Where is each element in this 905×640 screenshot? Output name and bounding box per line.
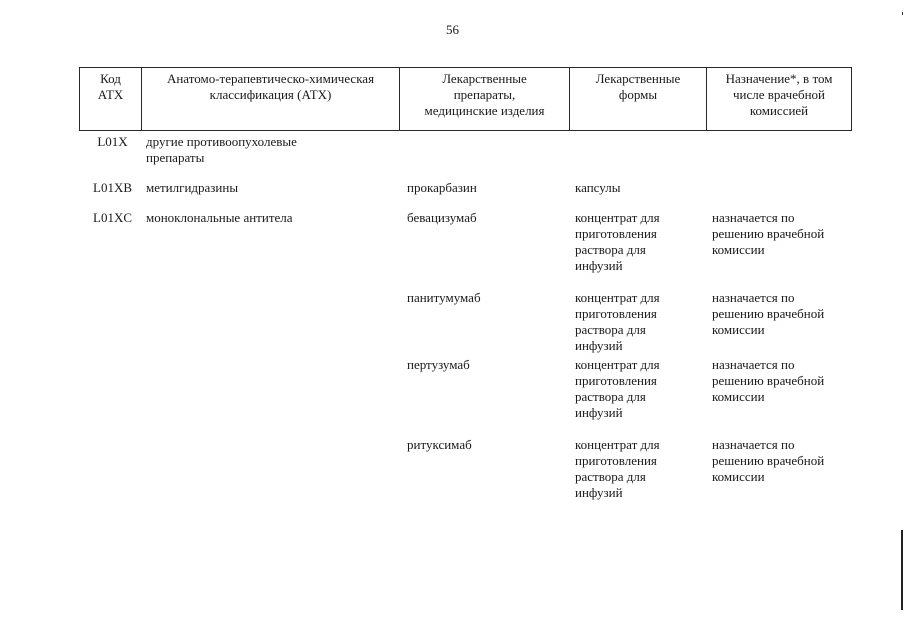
header-drugs: Лекарственные препараты, медицинские изделия [400, 68, 570, 130]
header-assignment: Назначение*, в том числе врачебной комиссией [725, 71, 833, 118]
row-drug: прокарбазин [407, 180, 477, 195]
row-code: L01X [97, 134, 128, 149]
table-header [79, 67, 852, 131]
row-atc: другие противоопухолевые препараты [146, 134, 297, 165]
row-form: концентрат для приготовления раствора для инфузий [575, 290, 660, 353]
row-drug: ритуксимаб [407, 437, 472, 452]
row-atc: метилгидразины [146, 180, 239, 195]
row-code: L01XB [93, 180, 132, 195]
row-assignment: назначается по решению врачебной комиссии [712, 357, 825, 404]
row-code: L01XC [93, 210, 132, 225]
header-dosage-forms: Лекарственные формы [570, 68, 707, 130]
row-form: концентрат для приготовления раствора для инфузий [575, 210, 660, 273]
scan-edge-line [901, 530, 903, 610]
row-assignment: назначается по решению врачебной комиссии [712, 290, 825, 337]
row-atc: моноклональные антитела [146, 210, 293, 225]
row-form: капсулы [575, 180, 621, 195]
page-number: 56 [446, 22, 459, 37]
row-drug: бевацизумаб [407, 210, 477, 225]
row-form: концентрат для приготовления раствора для инфузий [575, 357, 660, 420]
scan-edge-mark [902, 12, 903, 15]
row-drug: пертузумаб [407, 357, 470, 372]
row-form: концентрат для приготовления раствора для инфузий [575, 437, 660, 500]
header-code: Код АТХ [80, 68, 142, 130]
row-assignment: назначается по решению врачебной комиссии [712, 437, 825, 484]
row-assignment: назначается по решению врачебной комиссии [712, 210, 825, 257]
row-drug: панитумумаб [407, 290, 481, 305]
header-atc-classification: Анатомо-терапевтическо-химическая классификация (АТХ) [142, 68, 400, 130]
